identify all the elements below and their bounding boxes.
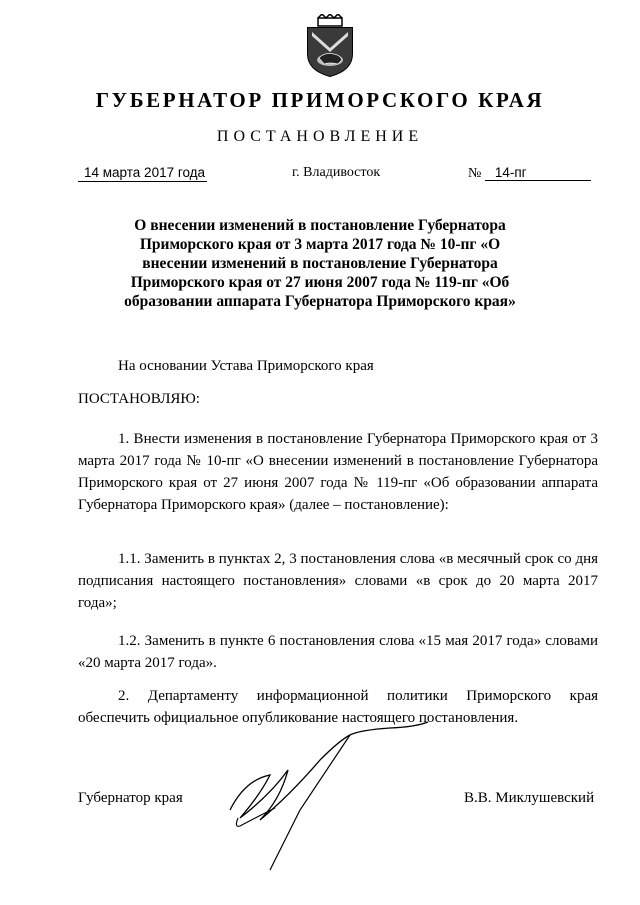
document-type: ПОСТАНОВЛЕНИЕ [216, 128, 424, 145]
number-label: № [468, 166, 482, 181]
item-1-2-paragraph: 1.2. Заменить в пункте 6 постановления слова «15 мая 2017 года» словами «20 марта 2017 года». [78, 633, 598, 671]
item-1-1-paragraph: 1.1. Заменить в пунктах 2, 3 постановления слова «в месячный срок со дня подписания настоящего постановления» словами «в срок до 20 марта 2017 года»; [78, 551, 598, 611]
signatory-position: Губернатор края [78, 790, 183, 806]
item-2-paragraph: 2. Департаменту информационной политики Приморского края обеспечить официальное опубликование настоящего постановления. [78, 688, 598, 726]
item-1-paragraph: 1. Внести изменения в постановление Губернатора Приморского края от 3 марта 2017 года № 10-пг «О внесении изменений в постановление Губернатора Приморского края от 27 июня 2007 года № 119-пг «Об образовании аппарата Губернатора Приморского края» (далее – постановление): [78, 431, 598, 513]
document-title: О внесении изменений в постановление Губернатора Приморского края от 3 марта 2017 года № 10-пг «О внесении изменений в постановление Губернатора Приморского края от 27 июня 2007 года № 119-пг «Об образовании аппарата Губернатора Приморского края» [124, 217, 516, 310]
basis-paragraph: На основании Устава Приморского края [118, 358, 374, 374]
number-value: 14-пг [485, 165, 591, 181]
coat-of-arms-emblem [304, 14, 356, 78]
decree-heading: ПОСТАНОВЛЯЮ: [78, 391, 200, 407]
handwritten-signature [200, 700, 440, 880]
issuing-authority: ГУБЕРНАТОР ПРИМОРСКОГО КРАЯ [95, 88, 545, 112]
document-date: 14 марта 2017 года [78, 165, 207, 182]
document-number [468, 165, 591, 182]
document-city: г. Владивосток [292, 165, 381, 180]
signatory-name: В.В. Миклушевский [464, 790, 595, 806]
